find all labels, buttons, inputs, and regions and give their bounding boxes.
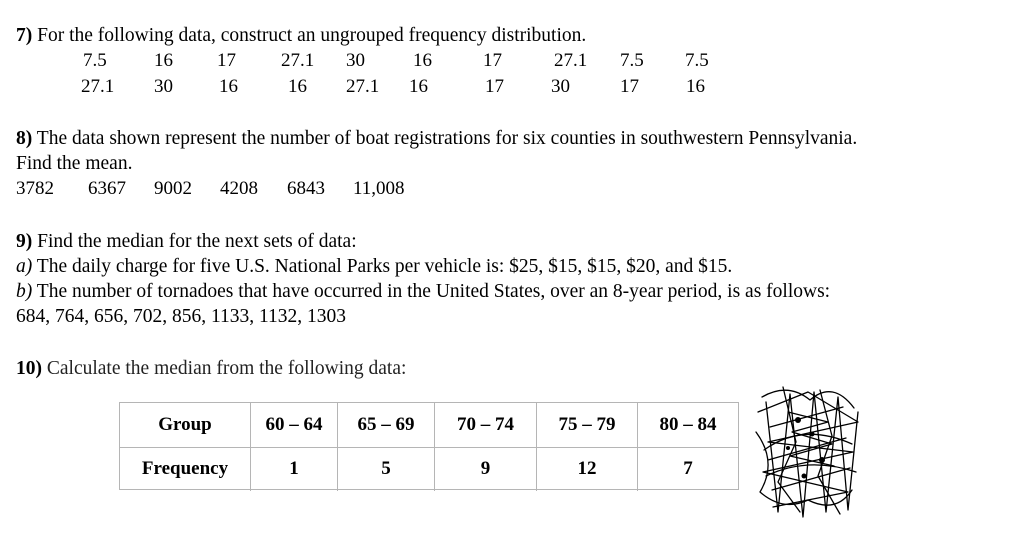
table-cell-frequency: 7: [683, 458, 693, 479]
q10-number: 10): [16, 358, 42, 379]
table-row-frequency: [120, 447, 738, 491]
q7-value: 27.1: [81, 76, 115, 97]
q9-a-label: a): [16, 256, 33, 277]
table-cell-frequency: 5: [338, 447, 435, 491]
q7-value: 17: [217, 50, 236, 71]
q7-value: 27.1: [554, 50, 588, 71]
q8-value: 6843: [287, 178, 325, 199]
q7-value: 17: [485, 76, 504, 97]
q7-value: 30: [551, 76, 570, 97]
q7-value: 16: [409, 76, 428, 97]
q7-value: 27.1: [346, 76, 380, 97]
q7-value: 27.1: [281, 50, 315, 71]
table-cell-frequency: 9: [435, 447, 537, 491]
q9-heading: [16, 230, 357, 254]
q8-value: 9002: [154, 178, 192, 199]
table-cell-group: 60 – 64: [251, 403, 338, 447]
table-cell-frequency: 1: [251, 447, 338, 491]
q7-heading: [16, 24, 586, 48]
q8-value: 6367: [88, 178, 126, 199]
q7-value: 17: [620, 76, 639, 97]
q7-value: 7.5: [83, 50, 107, 71]
q7-value: 16: [288, 76, 307, 97]
table-header-group: Group: [120, 403, 251, 447]
q10-heading: [16, 357, 406, 381]
q7-number: 7): [16, 25, 33, 46]
q9-b-label: b): [16, 281, 33, 302]
q7-value: 7.5: [620, 50, 644, 71]
table-row-groups: [120, 403, 738, 448]
q9-part-b: [16, 280, 830, 304]
q8-number: 8): [16, 128, 33, 149]
q7-value: 17: [483, 50, 502, 71]
q7-value: 16: [219, 76, 238, 97]
q7-value: 16: [154, 50, 173, 71]
q8-subtext: Find the mean.: [16, 153, 133, 174]
q8-heading: [16, 127, 857, 151]
table-cell-group: 75 – 79: [537, 403, 638, 447]
q8-text: The data shown represent the number of boat registrations for six counties in southwestern Pennsylvania.: [36, 128, 858, 149]
q10-text: Calculate the median from the following data:: [46, 358, 407, 379]
q9-part-a: [16, 255, 732, 279]
frequency-table: [119, 402, 739, 490]
q9-a-text: The daily charge for five U.S. National Parks per vehicle is: $25, $15, $15, $20, and $15.: [36, 256, 733, 277]
q9-b-text: The number of tornadoes that have occurred in the United States, over an 8-year period, is as follows:: [36, 281, 831, 302]
scribble-mark: [748, 372, 868, 522]
q7-value: 16: [686, 76, 705, 97]
q8-value: 3782: [16, 178, 54, 199]
table-cell-group: 80 – 84: [659, 414, 717, 435]
q7-value: 16: [413, 50, 432, 71]
q7-value: 30: [154, 76, 173, 97]
q7-text: For the following data, construct an ungrouped frequency distribution.: [37, 25, 587, 46]
q7-value: 30: [346, 50, 365, 71]
table-cell-group: 65 – 69: [338, 403, 435, 447]
table-cell-group: 70 – 74: [435, 403, 537, 447]
q9-number: 9): [16, 231, 33, 252]
q9-b-data: 684, 764, 656, 702, 856, 1133, 1132, 1303: [16, 306, 347, 327]
table-header-frequency: Frequency: [120, 447, 251, 491]
q7-value: 7.5: [685, 50, 709, 71]
table-cell-frequency: 12: [537, 447, 638, 491]
q8-value: 4208: [220, 178, 258, 199]
q8-value: 11,008: [353, 178, 405, 199]
q9-text: Find the median for the next sets of data:: [37, 231, 357, 252]
